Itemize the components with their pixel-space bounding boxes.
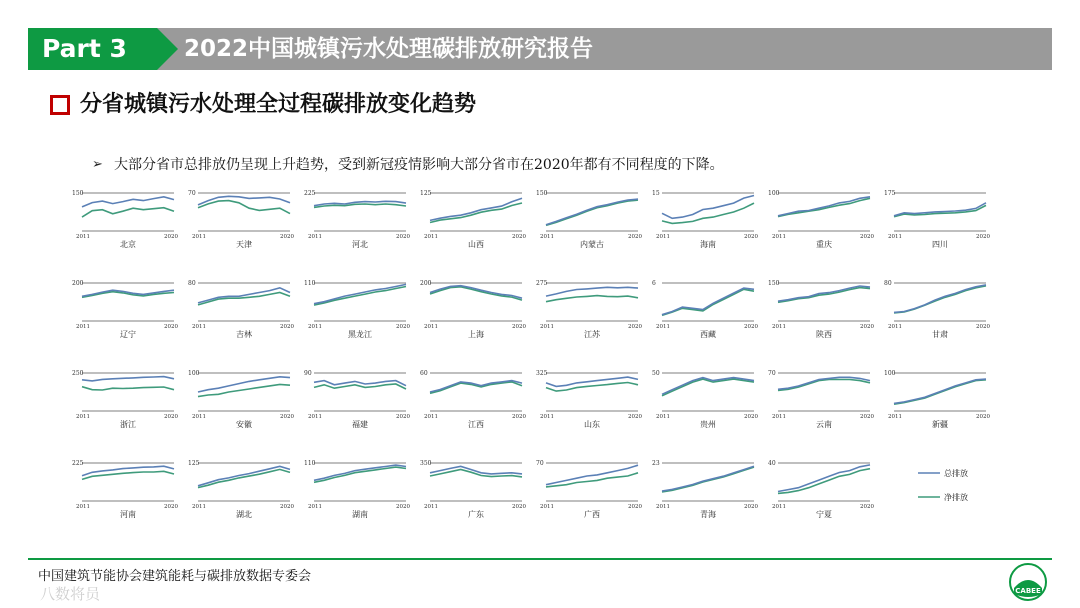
series-total-line xyxy=(546,287,638,296)
panel-label: 湖北 xyxy=(236,510,252,519)
panel-吉林 xyxy=(188,280,294,339)
x-tick-label: 2020 xyxy=(976,234,990,240)
panel-山东 xyxy=(536,370,642,429)
y-max-label: 6 xyxy=(652,280,656,287)
panel-label: 北京 xyxy=(120,240,136,249)
y-max-label: 225 xyxy=(304,190,316,197)
x-tick-label: 2011 xyxy=(76,414,90,420)
x-tick-label: 2011 xyxy=(424,234,438,240)
x-tick-label: 2020 xyxy=(164,234,178,240)
y-max-label: 150 xyxy=(768,280,780,287)
y-max-label: 325 xyxy=(536,370,548,377)
y-max-label: 50 xyxy=(652,370,660,377)
panel-湖南 xyxy=(304,460,410,519)
y-max-label: 250 xyxy=(72,370,84,377)
report-title: 2022中国城镇污水处理碳排放研究报告 xyxy=(184,36,594,62)
panel-新疆 xyxy=(884,370,990,429)
y-max-label: 23 xyxy=(652,460,660,467)
y-max-label: 15 xyxy=(652,190,660,197)
x-tick-label: 2020 xyxy=(164,324,178,330)
x-tick-label: 2020 xyxy=(628,504,642,510)
panel-label: 湖南 xyxy=(352,510,368,519)
panel-label: 云南 xyxy=(816,420,832,429)
x-tick-label: 2020 xyxy=(744,504,758,510)
x-tick-label: 2020 xyxy=(396,234,410,240)
panel-label: 辽宁 xyxy=(120,330,136,339)
x-tick-label: 2011 xyxy=(308,324,322,330)
panel-label: 西藏 xyxy=(700,330,716,339)
panel-label: 宁夏 xyxy=(816,510,832,519)
panel-label: 上海 xyxy=(468,330,484,339)
panel-安徽 xyxy=(188,370,294,429)
footer-org: 中国建筑节能协会建筑能耗与碳排放数据专委会 xyxy=(38,569,312,584)
panel-label: 山东 xyxy=(584,420,600,429)
panel-云南 xyxy=(768,370,874,429)
panel-label: 天津 xyxy=(236,240,252,249)
panel-label: 河北 xyxy=(352,240,368,249)
x-tick-label: 2020 xyxy=(860,234,874,240)
x-tick-label: 2011 xyxy=(76,504,90,510)
svg-text:CABEE: CABEE xyxy=(1015,587,1041,595)
x-tick-label: 2020 xyxy=(860,414,874,420)
series-total-line xyxy=(430,198,522,220)
panel-江苏 xyxy=(536,280,642,339)
panel-label: 青海 xyxy=(700,510,716,519)
y-max-label: 110 xyxy=(304,280,316,287)
section-title: 分省城镇污水处理全过程碳排放变化趋势 xyxy=(80,91,477,117)
series-total-line xyxy=(778,197,870,216)
x-tick-label: 2020 xyxy=(280,324,294,330)
x-tick-label: 2011 xyxy=(540,324,554,330)
x-tick-label: 2020 xyxy=(396,504,410,510)
panel-西藏 xyxy=(652,280,758,339)
series-total-line xyxy=(894,379,986,403)
panel-青海 xyxy=(652,460,758,519)
x-tick-label: 2020 xyxy=(976,324,990,330)
part-label: Part 3 xyxy=(42,34,127,63)
panel-河北 xyxy=(304,190,410,249)
y-max-label: 70 xyxy=(188,190,196,197)
y-max-label: 150 xyxy=(536,190,548,197)
series-total-line xyxy=(82,197,174,207)
series-total-line xyxy=(198,466,290,486)
y-max-label: 80 xyxy=(188,280,196,287)
series-net-line xyxy=(546,200,638,225)
y-max-label: 200 xyxy=(420,280,432,287)
panel-黑龙江 xyxy=(304,280,410,339)
x-tick-label: 2020 xyxy=(512,324,526,330)
series-net-line xyxy=(546,296,638,302)
y-max-label: 175 xyxy=(884,190,896,197)
panel-label: 黑龙江 xyxy=(348,330,372,339)
series-net-line xyxy=(314,287,406,306)
x-tick-label: 2011 xyxy=(772,414,786,420)
y-max-label: 150 xyxy=(72,190,84,197)
series-net-line xyxy=(198,201,290,214)
panel-重庆 xyxy=(768,190,874,249)
panel-陕西 xyxy=(768,280,874,339)
panel-广东 xyxy=(420,460,526,519)
legend-total-label: 总排放 xyxy=(944,469,968,478)
x-tick-label: 2020 xyxy=(512,234,526,240)
panel-湖北 xyxy=(188,460,294,519)
x-tick-label: 2011 xyxy=(772,324,786,330)
y-max-label: 350 xyxy=(420,460,432,467)
panel-label: 浙江 xyxy=(120,420,136,429)
x-tick-label: 2020 xyxy=(976,414,990,420)
series-net-line xyxy=(778,288,870,303)
x-tick-label: 2011 xyxy=(192,414,206,420)
panel-label: 江西 xyxy=(468,420,484,429)
series-total-line xyxy=(662,288,754,315)
x-tick-label: 2011 xyxy=(888,324,902,330)
y-max-label: 70 xyxy=(536,460,544,467)
panel-label: 江苏 xyxy=(584,330,600,339)
y-max-label: 100 xyxy=(884,370,896,377)
series-total-line xyxy=(662,466,754,491)
x-tick-label: 2011 xyxy=(192,504,206,510)
bullet-text: 大部分省市总排放仍呈现上升趋势，受到新冠疫情影响大部分省市在2020年都有不同程度的下降。 xyxy=(114,157,724,173)
x-tick-label: 2020 xyxy=(280,504,294,510)
x-tick-label: 2011 xyxy=(308,414,322,420)
y-max-label: 70 xyxy=(768,370,776,377)
x-tick-label: 2020 xyxy=(512,504,526,510)
y-max-label: 40 xyxy=(768,460,776,467)
x-tick-label: 2011 xyxy=(76,234,90,240)
x-tick-label: 2020 xyxy=(280,234,294,240)
x-tick-label: 2020 xyxy=(628,414,642,420)
y-max-label: 60 xyxy=(420,370,428,377)
x-tick-label: 2020 xyxy=(396,324,410,330)
panel-label: 新疆 xyxy=(932,420,948,429)
x-tick-label: 2020 xyxy=(860,324,874,330)
x-tick-label: 2011 xyxy=(656,414,670,420)
panel-label: 四川 xyxy=(932,240,948,249)
series-net-line xyxy=(82,387,174,390)
x-tick-label: 2011 xyxy=(192,324,206,330)
y-max-label: 225 xyxy=(72,460,84,467)
x-tick-label: 2011 xyxy=(424,504,438,510)
x-tick-label: 2020 xyxy=(280,414,294,420)
legend-net-label: 净排放 xyxy=(944,493,968,502)
y-max-label: 125 xyxy=(420,190,432,197)
panel-河南 xyxy=(72,460,178,519)
panel-贵州 xyxy=(652,370,758,429)
footer-divider xyxy=(28,558,1052,560)
y-max-label: 100 xyxy=(188,370,200,377)
arrow-bullet-icon: ➢ xyxy=(92,157,103,172)
panel-山西 xyxy=(420,190,526,249)
panel-天津 xyxy=(188,190,294,249)
series-net-line xyxy=(662,203,754,223)
x-tick-label: 2011 xyxy=(656,234,670,240)
panel-label: 陕西 xyxy=(816,330,832,339)
x-tick-label: 2011 xyxy=(540,234,554,240)
panel-label: 广东 xyxy=(468,510,484,519)
panel-label: 海南 xyxy=(700,240,716,249)
x-tick-label: 2011 xyxy=(540,414,554,420)
watermark: 八数将员 xyxy=(40,585,101,603)
x-tick-label: 2011 xyxy=(424,324,438,330)
x-tick-label: 2020 xyxy=(744,414,758,420)
y-max-label: 100 xyxy=(768,190,780,197)
x-tick-label: 2020 xyxy=(628,324,642,330)
x-tick-label: 2020 xyxy=(512,414,526,420)
x-tick-label: 2011 xyxy=(192,234,206,240)
series-total-line xyxy=(778,465,870,492)
series-total-line xyxy=(546,199,638,225)
y-max-label: 110 xyxy=(304,460,316,467)
x-tick-label: 2020 xyxy=(860,504,874,510)
x-tick-label: 2011 xyxy=(540,504,554,510)
series-net-line xyxy=(894,286,986,313)
series-total-line xyxy=(546,465,638,485)
series-net-line xyxy=(314,384,406,389)
y-max-label: 275 xyxy=(536,280,548,287)
panel-宁夏 xyxy=(768,460,874,519)
panel-浙江 xyxy=(72,370,178,429)
panel-label: 甘肃 xyxy=(932,330,948,339)
series-net-line xyxy=(198,384,290,396)
panel-内蒙古 xyxy=(536,190,642,249)
panel-上海 xyxy=(420,280,526,339)
panel-label: 重庆 xyxy=(816,240,832,249)
panel-四川 xyxy=(884,190,990,249)
panel-label: 贵州 xyxy=(700,420,716,429)
x-tick-label: 2011 xyxy=(656,504,670,510)
x-tick-label: 2020 xyxy=(396,414,410,420)
series-total-line xyxy=(662,196,754,219)
x-tick-label: 2011 xyxy=(308,504,322,510)
panel-北京 xyxy=(72,190,178,249)
panel-label: 山西 xyxy=(468,240,484,249)
x-tick-label: 2011 xyxy=(308,234,322,240)
panel-label: 广西 xyxy=(584,510,600,519)
panel-江西 xyxy=(420,370,526,429)
series-net-line xyxy=(198,469,290,487)
y-max-label: 90 xyxy=(304,370,312,377)
panel-广西 xyxy=(536,460,642,519)
x-tick-label: 2020 xyxy=(164,414,178,420)
x-tick-label: 2011 xyxy=(656,324,670,330)
x-tick-label: 2011 xyxy=(772,504,786,510)
x-tick-label: 2020 xyxy=(744,234,758,240)
series-net-line xyxy=(662,289,754,315)
panel-label: 河南 xyxy=(120,510,136,519)
y-max-label: 200 xyxy=(72,280,84,287)
series-total-line xyxy=(82,377,174,381)
panel-辽宁 xyxy=(72,280,178,339)
panel-label: 安徽 xyxy=(236,420,252,429)
x-tick-label: 2011 xyxy=(424,414,438,420)
x-tick-label: 2020 xyxy=(744,324,758,330)
series-net-line xyxy=(778,380,870,391)
panel-海南 xyxy=(652,190,758,249)
x-tick-label: 2020 xyxy=(628,234,642,240)
series-total-line xyxy=(314,284,406,303)
x-tick-label: 2011 xyxy=(76,324,90,330)
series-total-line xyxy=(778,377,870,389)
series-total-line xyxy=(546,377,638,386)
series-net-line xyxy=(82,208,174,217)
panel-label: 吉林 xyxy=(236,330,252,339)
x-tick-label: 2011 xyxy=(888,234,902,240)
cabee-logo-icon xyxy=(1008,562,1048,602)
y-max-label: 125 xyxy=(188,460,200,467)
panel-label: 内蒙古 xyxy=(580,240,604,249)
legend xyxy=(918,468,968,502)
panel-label: 福建 xyxy=(352,420,368,429)
panel-甘肃 xyxy=(884,280,990,339)
x-tick-label: 2020 xyxy=(164,504,178,510)
panel-福建 xyxy=(304,370,410,429)
series-net-line xyxy=(430,203,522,223)
y-max-label: 80 xyxy=(884,280,892,287)
x-tick-label: 2011 xyxy=(772,234,786,240)
x-tick-label: 2011 xyxy=(888,414,902,420)
